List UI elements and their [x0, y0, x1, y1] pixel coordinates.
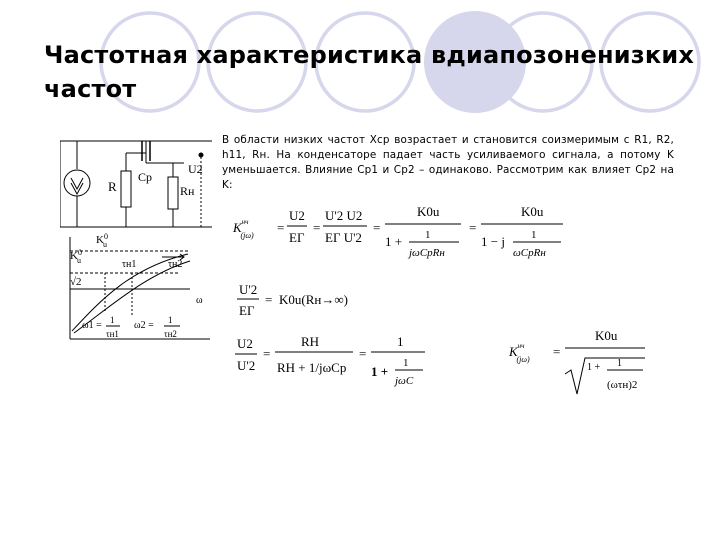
f1-frac3-num: K0u — [417, 204, 440, 219]
f3-frac3-den-num: 1 — [403, 357, 409, 369]
f1-frac2-den: EГ U'2 — [325, 230, 362, 245]
svg-text:=: = — [265, 292, 273, 307]
f1-frac2-num: U'2 U2 — [325, 208, 363, 223]
f1-frac3-den-num: 1 — [425, 229, 431, 241]
f1-frac1-num: U2 — [289, 208, 305, 223]
output-label: U2 — [188, 162, 203, 176]
f1-frac4-den-den: ωCpRн — [513, 247, 546, 259]
output-node-icon — [199, 153, 203, 157]
f3-frac1-num: U2 — [237, 336, 253, 351]
title-line-2: частот — [44, 75, 137, 103]
f2-rhs: K0u(Rн→∞) — [279, 292, 348, 307]
formula-4 — [508, 328, 645, 394]
circuit-and-plot-figure — [60, 133, 212, 349]
f1-frac3-den-den: jωCpRн — [409, 247, 445, 259]
f3-frac2-num: RН — [301, 334, 320, 349]
k0-left-label: $K^0$ u — [70, 248, 82, 265]
f1-frac4-num: K0u — [521, 204, 544, 219]
resistor-r-icon — [121, 171, 131, 207]
sqrt2-label: √2 — [70, 276, 82, 288]
f2-frac-den: EГ — [239, 303, 255, 318]
f1-frac4-den-num: 1 — [531, 229, 537, 241]
formula-3 — [235, 334, 425, 387]
f1-lhs: $K^{нч}$ (jω) — [233, 218, 254, 240]
svg-text:=: = — [373, 220, 381, 235]
f4-den-den: (ωτн)2 — [607, 379, 638, 391]
f3-frac3-num: 1 — [397, 334, 404, 349]
slide-title — [44, 38, 704, 106]
k0-label: $K^0$ u — [96, 232, 108, 249]
capacitor-label: Cp — [138, 170, 153, 184]
svg-text:=: = — [313, 220, 321, 235]
formulas-block — [225, 198, 695, 408]
f1-frac3-den-a: 1 + — [385, 234, 403, 249]
f3-frac1-den: U'2 — [237, 358, 256, 373]
f1-frac4-den-a: 1 − j — [481, 234, 505, 249]
f2-frac-num: U'2 — [239, 282, 258, 297]
body-paragraph: В области низких частот Хср возрастает и становится соизмеримым с R1, R2, h11, Rн. На конденсаторе падает часть усиливаемого сигнала, а потому K уменьшается. Влияние Ср1 и Ср2 – одинаково. Рассмотрим как влияет Ср2 на K: — [222, 134, 674, 191]
omega2-num: 1 — [168, 315, 173, 325]
current-source-icon — [64, 170, 90, 196]
svg-text:=: = — [359, 346, 367, 361]
f3-frac3-den-a: 1 + — [371, 364, 389, 379]
resistor-label: R — [108, 179, 117, 194]
formula-2 — [237, 282, 348, 318]
omega1-den: τн1 — [106, 329, 119, 339]
title-part-3: низких — [596, 41, 695, 69]
f3-frac2-den: RН + 1/jωCp — [277, 360, 347, 375]
omega1-num: 1 — [110, 315, 115, 325]
svg-text:=: = — [553, 344, 561, 359]
f1-frac1-den: EГ — [289, 230, 305, 245]
svg-text:=: = — [277, 220, 285, 235]
f3-frac3-den-den: jωC — [395, 375, 414, 387]
omega2-label: ω2 = — [134, 320, 154, 331]
title-part-2: диапозоне — [446, 41, 597, 69]
svg-text:=: = — [263, 346, 271, 361]
omega2-den: τн2 — [164, 329, 177, 339]
omega-axis-label: ω — [196, 295, 203, 306]
load-label: Rн — [180, 184, 195, 198]
f4-den-num: 1 — [617, 358, 622, 369]
title-part-1: Частотная характеристика в — [44, 41, 447, 69]
svg-text:=: = — [469, 220, 477, 235]
resistor-load-icon — [168, 177, 178, 209]
tau1-label: τн1 — [122, 259, 137, 270]
tau2-label: τн2 — [168, 259, 183, 270]
f4-num: K0u — [595, 328, 618, 343]
svg-text:1 +: 1 + — [587, 362, 601, 373]
f4-lhs: $K^{нч}$ (jω) — [509, 342, 530, 364]
formula-1 — [232, 204, 563, 259]
omega1-label: ω1 = — [82, 320, 102, 331]
